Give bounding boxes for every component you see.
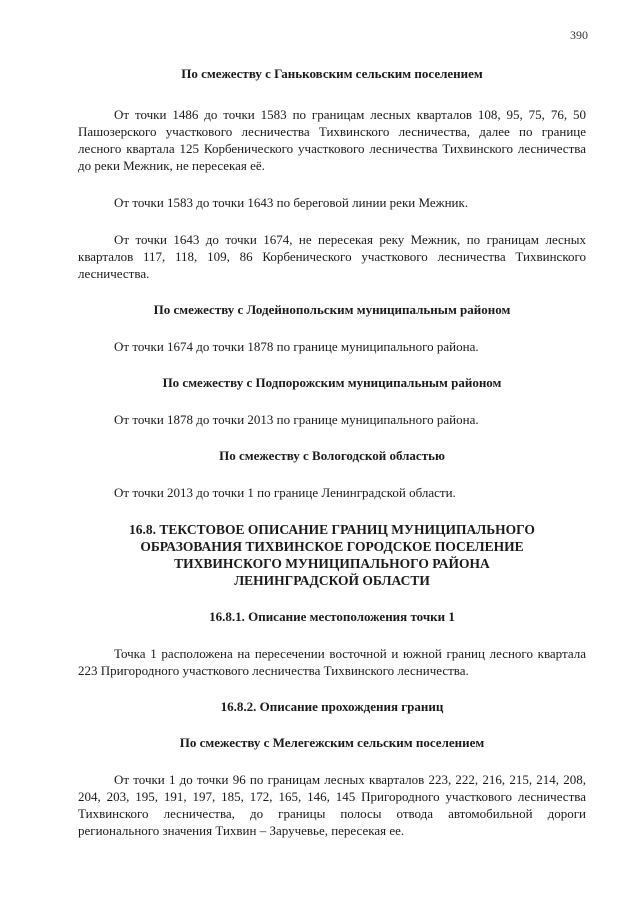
heading-vologodskaya: По смежеству с Вологодской областью — [219, 448, 445, 463]
heading-16-8-1: 16.8.1. Описание местоположения точки 1 — [209, 609, 455, 624]
page-number: 390 — [570, 28, 588, 42]
paragraph-1486-1583: От точки 1486 до точки 1583 по границам лесных кварталов 108, 95, 75, 76, 50 Пашозерского участкового лесничества Тихвинского лесничества, далее по границе лесного квартала 125 Корбенического участкового лесничества Тихвинского лесничества до реки Межник, не пересекая её. — [78, 107, 586, 173]
section-title-line: ЛЕНИНГРАДСКОЙ ОБЛАСТИ — [234, 573, 430, 588]
paragraph-1583-1643: От точки 1583 до точки 1643 по береговой линии реки Межник. — [114, 195, 469, 210]
paragraph-point-1-location: Точка 1 расположена на пересечении восточной и южной границ лесного квартала 223 Пригородного участкового лесничества Тихвинского лесничества. — [78, 646, 586, 678]
heading-lodeynopolsky: По смежеству с Лодейнопольским муниципальным районом — [153, 302, 511, 317]
section-title-line: ОБРАЗОВАНИЯ ТИХВИНСКОЕ ГОРОДСКОЕ ПОСЕЛЕНИЕ — [140, 539, 524, 554]
section-title-line: 16.8. ТЕКСТОВОЕ ОПИСАНИЕ ГРАНИЦ МУНИЦИПАЛЬНОГО — [129, 522, 535, 537]
paragraph-1643-1674: От точки 1643 до точки 1674, не пересекая реку Межник, по границам лесных кварталов 117, 118, 109, 86 Корбенического участкового лесничества Тихвинского лесничества. — [78, 232, 586, 281]
heading-podporozhsky: По смежеству с Подпорожским муниципальным районом — [162, 375, 502, 390]
paragraph-1878-2013: От точки 1878 до точки 2013 по границе муниципального района. — [114, 412, 479, 427]
section-title-line: ТИХВИНСКОГО МУНИЦИПАЛЬНОГО РАЙОНА — [174, 556, 490, 571]
heading-gankovskoe: По смежеству с Ганьковским сельским поселением — [181, 66, 483, 81]
heading-16-8-2: 16.8.2. Описание прохождения границ — [220, 699, 444, 714]
section-title-16-8 — [78, 521, 586, 589]
paragraph-1-96: От точки 1 до точки 96 по границам лесных кварталов 223, 222, 216, 215, 214, 208, 204, 203, 195, 191, 197, 185, 172, 165, 146, 145 Пригородного участкового лесничества Тихвинского лесничества, до границы полосы отвода автомобильной дороги регионального значения Тихвин – Заручевье, пересекая ее. — [78, 772, 586, 838]
paragraph-1674-1878: От точки 1674 до точки 1878 по границе муниципального района. — [114, 339, 479, 354]
document-body — [78, 66, 586, 839]
heading-melegezhskoe: По смежеству с Мелегежским сельским поселением — [179, 735, 485, 750]
paragraph-2013-1: От точки 2013 до точки 1 по границе Ленинградской области. — [114, 485, 456, 500]
